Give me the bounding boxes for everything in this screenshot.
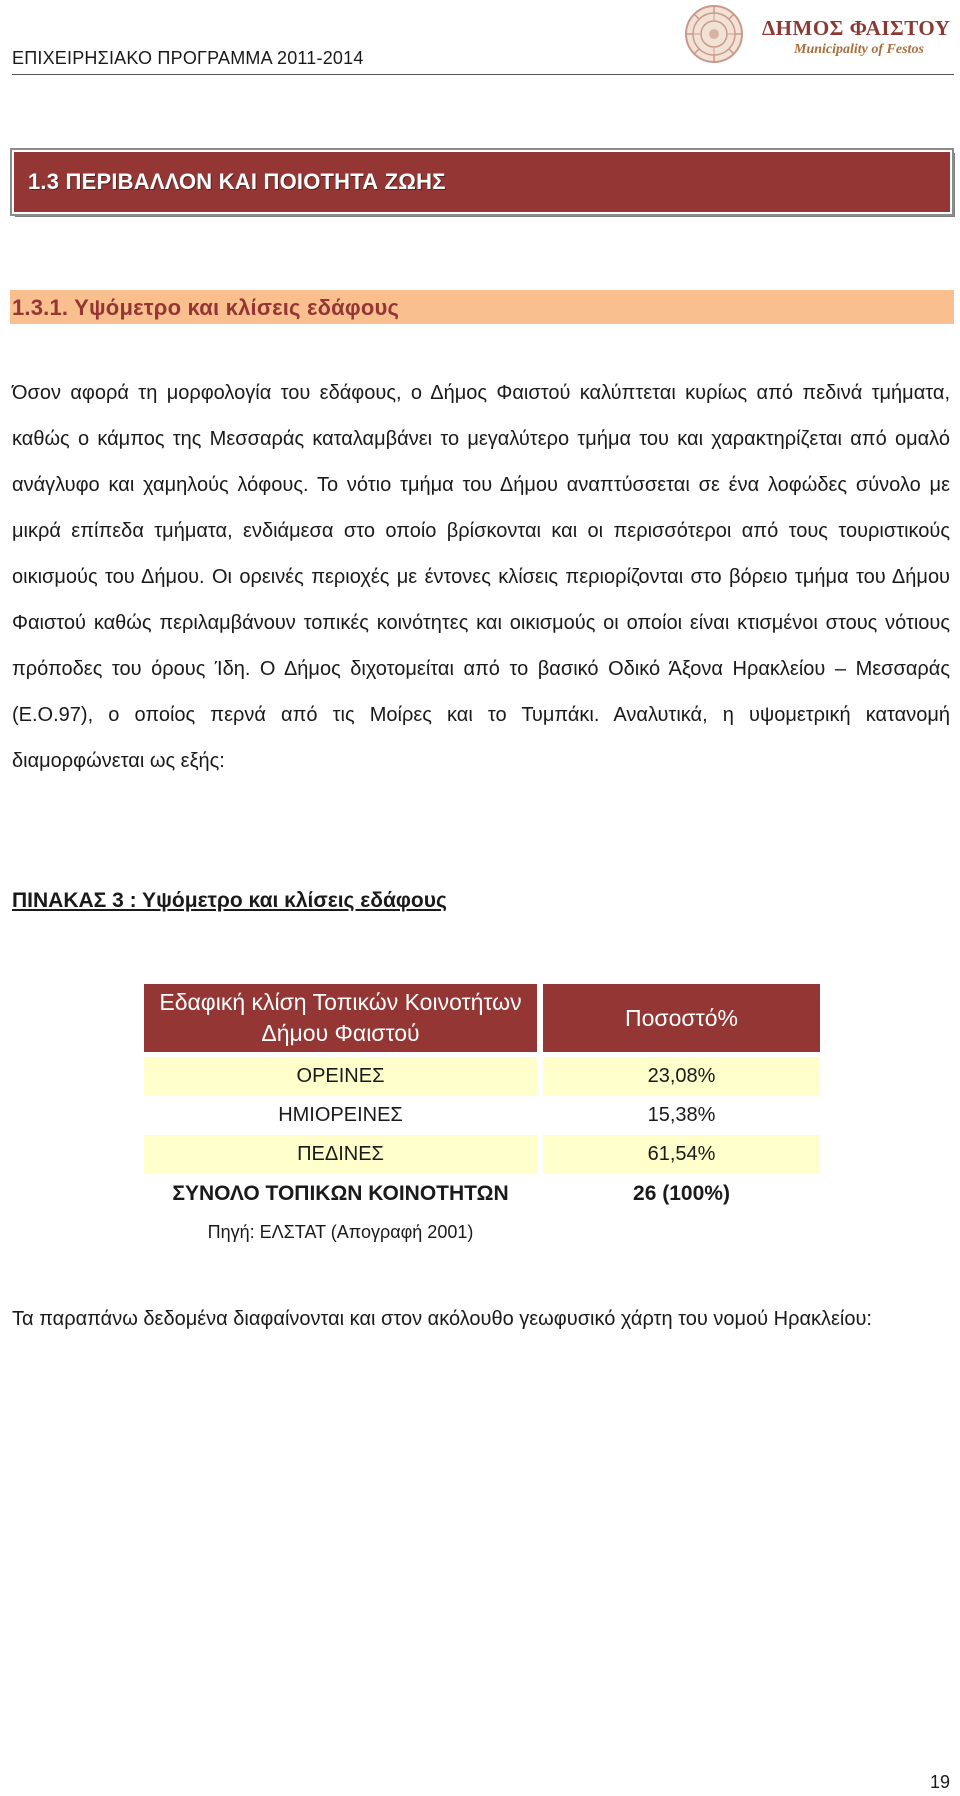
table-cell-label: ΗΜΙΟΡΕΙΝΕΣ — [278, 1104, 403, 1126]
table-cell-value: 23,08% — [543, 1057, 820, 1096]
table-cell-label: ΠΕΔΙΝΕΣ — [144, 1135, 537, 1174]
subsection-heading-bar — [10, 290, 954, 324]
page-header — [12, 0, 954, 75]
table-row — [144, 1057, 820, 1096]
table-source: Πηγή: ΕΛΣΤΑΤ (Απογραφή 2001) — [207, 1222, 474, 1242]
table-cell-label: ΟΡΕΙΝΕΣ — [144, 1057, 537, 1096]
section-heading: 1.3 ΠΕΡΙΒΑΛΛΟΝ ΚΑΙ ΠΟΙΟΤΗΤΑ ΖΩΗΣ — [28, 169, 446, 194]
subsection-heading: 1.3.1. Υψόμετρο και κλίσεις εδάφους — [12, 295, 400, 320]
table-caption: ΠΙΝΑΚΑΣ 3 : Υψόμετρο και κλίσεις εδάφους — [12, 889, 447, 912]
document-title: ΕΠΙΧΕΙΡΗΣΙΑΚΟ ΠΡΟΓΡΑΜΜΑ 2011-2014 — [12, 48, 364, 68]
table-header-slope: Εδαφική κλίση Τοπικών Κοινοτήτων Δήμου Φαιστού — [144, 984, 537, 1052]
page-number: 19 — [929, 1772, 950, 1792]
table-row — [144, 1135, 820, 1174]
table-total-row — [144, 1174, 820, 1213]
section-heading-banner — [12, 150, 952, 214]
table-total-value: 26 (100%) — [633, 1181, 730, 1205]
table-total-label: ΣΥΝΟΛΟ ΤΟΠΙΚΩΝ ΚΟΙΝΟΤΗΤΩΝ — [172, 1181, 509, 1205]
phaistos-disc-seal-icon — [684, 4, 744, 64]
body-paragraph: Όσον αφορά τη μορφολογία του εδάφους, ο Δήμος Φαιστού καλύπτεται κυρίως από πεδινά τμήματα, καθώς ο κάμπος της Μεσσαράς καταλαμβάνει το μεγαλύτερο τμήμα του και χαρακτηρίζεται από ομαλό ανάγλυφο και χαμηλούς λόφους. Το νότιο τμήμα του Δήμου αναπτύσσεται σε ένα λοφώδες σύνολο με μικρά επίπεδα τμήματα, ενδιάμεσα στο οποίο βρίσκονται και οι περισσότεροι από τους τουριστικούς οικισμούς του Δήμου. Οι ορεινές περιοχές με έντονες κλίσεις περιορίζονται στο βόρειο τμήμα του Δήμου Φαιστού καθώς περιλαμβάνουν τοπικές κοινότητες και οικισμούς οι οποίοι είναι κτισμένοι στους νότιους πρόποδες του όρους Ίδη. Ο Δήμος διχοτομείται από το βασικό Οδικό Άξονα Ηρακλείου – Μεσσαράς (Ε.Ο.97), ο οποίος περνά από τις Μοίρες και το Τυμπάκι. Αναλυτικά, η υψομετρική κατανομή διαμορφώνεται ως εξής: — [12, 382, 950, 772]
logo-name: ΔΗΜΟΣ ΦΑΙΣΤΟΥ — [762, 16, 951, 40]
municipality-logo — [684, 4, 954, 66]
table-cell-value: 15,38% — [647, 1104, 716, 1126]
table-cell-value: 61,54% — [543, 1135, 820, 1174]
table-header-percentage: Ποσοστό% — [543, 984, 820, 1052]
slope-table — [144, 984, 820, 1213]
logo-subtitle: Municipality of Festos — [794, 42, 924, 57]
closing-paragraph: Τα παραπάνω δεδομένα διαφαίνονται και στον ακόλουθο γεωφυσικό χάρτη του νομού Ηρακλείου: — [12, 1308, 872, 1330]
table-row — [144, 1096, 820, 1135]
table-header-row — [144, 984, 820, 1052]
